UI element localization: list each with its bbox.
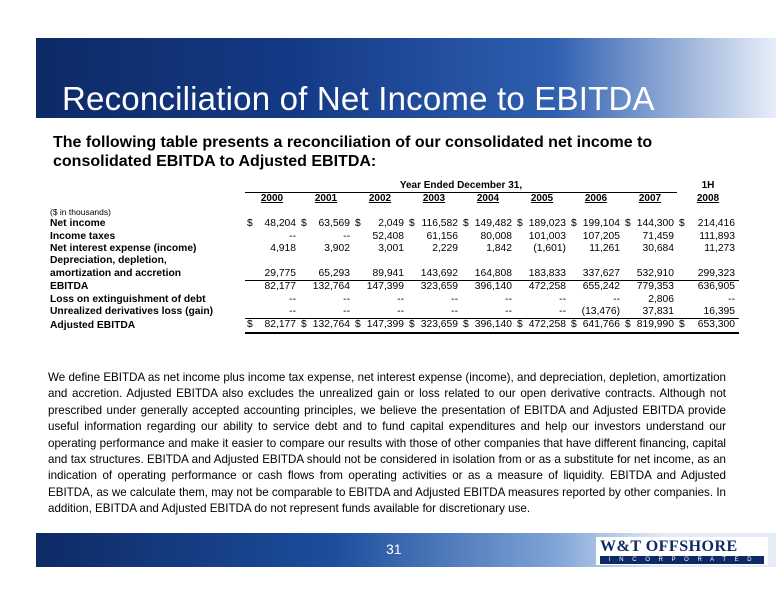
cell-value: --	[397, 293, 404, 305]
page-title: Reconciliation of Net Income to EBITDA	[62, 80, 655, 117]
cell-value: 2,806	[648, 293, 674, 305]
cell-value: 101,003	[528, 230, 566, 242]
table-cell	[299, 306, 353, 319]
table-cell	[299, 281, 353, 294]
currency-symbol: $	[517, 218, 523, 230]
cell-value: 143,692	[420, 267, 458, 279]
column-header: 2005	[530, 193, 554, 205]
cell-value: 52,408	[372, 230, 404, 242]
table-cell	[461, 218, 515, 230]
row-label: Net income	[50, 218, 106, 230]
table-cell	[623, 268, 677, 281]
cell-value: --	[451, 306, 458, 318]
table-cell	[353, 268, 407, 281]
cell-value: 107,205	[582, 230, 620, 242]
cell-value: 2,229	[432, 243, 458, 255]
column-header: 2006	[584, 193, 608, 205]
table-cell	[677, 319, 739, 333]
cell-value: (13,476)	[581, 306, 620, 318]
column-header: 2008	[696, 193, 720, 205]
cell-value: 199,104	[582, 218, 620, 230]
table-cell	[569, 281, 623, 294]
cell-value: --	[559, 306, 566, 318]
currency-symbol: $	[409, 218, 415, 230]
table-cell	[407, 255, 461, 267]
table-cell	[245, 243, 299, 255]
table-cell	[407, 218, 461, 230]
table-cell	[515, 243, 569, 255]
cell-value: --	[559, 293, 566, 305]
cell-value: 3,902	[324, 243, 350, 255]
currency-symbol: $	[517, 319, 523, 331]
table-cell	[623, 294, 677, 306]
cell-value: 472,258	[528, 319, 566, 331]
cell-value: 323,659	[420, 319, 458, 331]
row-label: Net interest expense (income)	[50, 243, 197, 255]
cell-value: --	[289, 293, 296, 305]
cell-value: 144,300	[636, 218, 674, 230]
table-cell	[245, 281, 299, 294]
row-label: Loss on extinguishment of debt	[50, 293, 206, 305]
cell-value: --	[451, 293, 458, 305]
table-cell	[407, 268, 461, 281]
table-cell	[245, 231, 299, 243]
cell-value: 189,023	[528, 218, 566, 230]
cell-value: 1,842	[486, 243, 512, 255]
table-cell	[677, 255, 739, 267]
units-note-row	[50, 206, 739, 218]
cell-value: --	[505, 306, 512, 318]
table-cell	[245, 294, 299, 306]
currency-symbol: $	[463, 319, 469, 331]
units-note: ($ in thousands)	[50, 206, 111, 217]
table-cell	[677, 218, 739, 230]
table-cell	[407, 243, 461, 255]
column-header: 2001	[314, 193, 338, 205]
table-row	[50, 281, 739, 294]
cell-value: 82,177	[264, 319, 296, 331]
currency-symbol: $	[409, 319, 415, 331]
table-cell	[299, 294, 353, 306]
table-cell	[515, 231, 569, 243]
table-cell	[353, 319, 407, 333]
cell-value: 63,569	[318, 218, 350, 230]
table-cell	[299, 268, 353, 281]
table-cell	[461, 294, 515, 306]
half-year-header: 1H	[701, 180, 715, 192]
cell-value: 132,764	[312, 281, 350, 293]
column-header: 2002	[368, 193, 392, 205]
cell-value: 116,582	[421, 218, 458, 230]
company-logo	[596, 537, 768, 565]
table-cell	[245, 268, 299, 281]
cell-value: 214,416	[697, 218, 735, 230]
cell-value: (1,601)	[533, 243, 566, 255]
currency-symbol: $	[247, 319, 253, 331]
table-cell	[353, 255, 407, 267]
table-cell	[299, 255, 353, 267]
cell-value: 641,766	[582, 319, 620, 331]
cell-value: 396,140	[474, 281, 512, 293]
currency-symbol: $	[355, 218, 361, 230]
table-cell	[569, 294, 623, 306]
row-label: amortization and accretion	[50, 268, 182, 280]
table-cell	[623, 306, 677, 319]
cell-value: 323,659	[420, 281, 458, 293]
table-cell	[353, 231, 407, 243]
cell-value: 48,204	[264, 218, 296, 230]
table-cell	[407, 294, 461, 306]
table-cell	[461, 306, 515, 319]
table-cell	[461, 319, 515, 333]
logo-subtitle: I N C O R P O R A T E D	[600, 556, 764, 564]
cell-value: 82,177	[264, 281, 296, 293]
table-cell	[623, 319, 677, 333]
cell-value: 3,001	[378, 243, 404, 255]
table-cell	[407, 281, 461, 294]
table-cell	[299, 218, 353, 230]
table-cell	[245, 218, 299, 230]
cell-value: --	[289, 230, 296, 242]
table-row	[50, 218, 739, 230]
currency-symbol: $	[301, 218, 307, 230]
currency-symbol: $	[571, 319, 577, 331]
currency-symbol: $	[571, 218, 577, 230]
currency-symbol: $	[463, 218, 469, 230]
table-cell	[299, 319, 353, 333]
row-label: EBITDA	[50, 281, 89, 292]
table-cell	[623, 243, 677, 255]
cell-value: 16,395	[703, 306, 735, 318]
table-cell	[299, 231, 353, 243]
cell-value: 11,273	[704, 243, 735, 255]
table-cell	[461, 281, 515, 294]
cell-value: 147,399	[366, 281, 404, 293]
cell-value: 472,258	[528, 281, 566, 293]
cell-value: --	[397, 306, 404, 318]
cell-value: 89,941	[372, 267, 404, 279]
table-cell	[461, 268, 515, 281]
currency-symbol: $	[625, 218, 631, 230]
table-cell	[245, 255, 299, 267]
cell-value: 819,990	[636, 319, 674, 331]
year-ended-header: Year Ended December 31,	[245, 180, 677, 193]
cell-value: --	[505, 293, 512, 305]
table-cell	[569, 319, 623, 333]
table-cell	[515, 218, 569, 230]
table-cell	[677, 306, 739, 319]
page-number: 31	[386, 541, 402, 557]
cell-value: 299,323	[697, 267, 735, 279]
currency-symbol: $	[247, 218, 253, 230]
cell-value: --	[613, 293, 620, 305]
table-cell	[299, 243, 353, 255]
cell-value: --	[343, 293, 350, 305]
table-row	[50, 231, 739, 243]
table-column-header-row	[50, 193, 739, 206]
table-cell	[515, 255, 569, 267]
table-cell	[515, 319, 569, 333]
table-row	[50, 268, 739, 281]
cell-value: 655,242	[582, 281, 620, 293]
cell-value: 4,918	[270, 243, 296, 255]
table-cell	[677, 268, 739, 281]
cell-value: --	[728, 293, 735, 305]
currency-symbol: $	[301, 319, 307, 331]
table-cell	[569, 231, 623, 243]
column-header: 2004	[476, 193, 500, 205]
table-cell	[353, 218, 407, 230]
table-cell	[461, 255, 515, 267]
table-cell	[569, 255, 623, 267]
cell-value: 532,910	[636, 267, 674, 279]
table-cell	[407, 319, 461, 333]
cell-value: 183,833	[528, 267, 566, 279]
cell-value: 147,399	[366, 319, 404, 331]
table-row	[50, 243, 739, 255]
cell-value: 29,775	[264, 267, 296, 279]
cell-value: 11,261	[589, 243, 620, 255]
table-cell	[461, 231, 515, 243]
intro-text: The following table presents a reconciliation of our consolidated net income to consolidated EBITDA to Adjusted EBITDA:	[53, 134, 653, 170]
table-cell	[677, 281, 739, 294]
table-cell	[515, 294, 569, 306]
cell-value: --	[289, 306, 296, 318]
cell-value: 779,353	[636, 281, 674, 293]
cell-value: --	[343, 306, 350, 318]
footer-bar	[36, 533, 776, 567]
table-cell	[245, 319, 299, 333]
cell-value: 653,300	[697, 319, 735, 331]
table-cell	[677, 243, 739, 255]
table-row	[50, 319, 739, 333]
table-cell	[569, 268, 623, 281]
table-cell	[677, 231, 739, 243]
cell-value: 2,049	[378, 218, 404, 230]
table-cell	[569, 218, 623, 230]
table-cell	[515, 281, 569, 294]
cell-value: 80,008	[480, 230, 512, 242]
cell-value: 636,905	[697, 281, 735, 293]
table-cell	[623, 231, 677, 243]
cell-value: --	[343, 230, 350, 242]
table-cell	[353, 294, 407, 306]
cell-value: 149,482	[474, 218, 512, 230]
table-body	[50, 218, 739, 333]
cell-value: 396,140	[474, 319, 512, 331]
table-cell	[353, 306, 407, 319]
table-cell	[569, 306, 623, 319]
title-bar	[36, 38, 776, 118]
cell-value: 337,627	[582, 267, 620, 279]
table-cell	[515, 268, 569, 281]
reconciliation-table	[50, 180, 739, 334]
cell-value: 132,764	[312, 319, 350, 331]
table-cell	[461, 243, 515, 255]
currency-symbol: $	[679, 218, 685, 230]
cell-value: 37,831	[642, 306, 674, 318]
column-header: 2003	[422, 193, 446, 205]
cell-value: 61,156	[426, 230, 458, 242]
cell-value: 164,808	[474, 267, 512, 279]
row-label: Income taxes	[50, 230, 116, 242]
cell-value: 111,893	[699, 230, 735, 242]
table-cell	[245, 306, 299, 319]
ebitda-definition-text: We define EBITDA as net income plus income tax expense, net interest expense (income), and depreciation, depletion, amortization and accretion. Adjusted EBITDA also excludes the unrealized gain or loss related to our open derivative contracts. Although not prescribed under generally accepted accounting principles, we believe the presentation of EBITDA and Adjusted EBITDA provide useful information regarding our ability to service debt and to fund capital expenditures and help our investors understand our operating performance and make it easier to compare our results with those of other companies that have different financing, capital and tax structures. EBITDA and Adjusted EBITDA should not be considered in isolation from or as a substitute for net income, as an indication of operating performance or cash flows from operating activities or as a measure of liquidity. EBITDA and Adjusted EBITDA, as we calculate them, may not be comparable to EBITDA and Adjusted EBITDA measures reported by other companies. In addition, EBITDA and Adjusted EBITDA do not represent funds available for discretionary use.	[48, 371, 726, 516]
cell-value: 65,293	[318, 267, 350, 279]
table-group-header-row	[50, 180, 739, 193]
row-label: Adjusted EBITDA	[50, 319, 136, 331]
row-label: Depreciation, depletion,	[50, 255, 167, 267]
table-cell	[353, 243, 407, 255]
row-label: Unrealized derivatives loss (gain)	[50, 306, 214, 318]
table-cell	[353, 281, 407, 294]
table-cell	[623, 281, 677, 294]
table-row	[50, 306, 739, 319]
table-cell	[407, 231, 461, 243]
table-cell	[407, 306, 461, 319]
cell-value: 71,459	[642, 230, 674, 242]
currency-symbol: $	[625, 319, 631, 331]
logo-name: W&T OFFSHORE	[600, 538, 738, 555]
table-row	[50, 255, 739, 267]
currency-symbol: $	[679, 319, 685, 331]
column-header: 2007	[638, 193, 662, 205]
table-cell	[569, 243, 623, 255]
table-cell	[515, 306, 569, 319]
currency-symbol: $	[355, 319, 361, 331]
table-cell	[623, 218, 677, 230]
table-cell	[623, 255, 677, 267]
column-header: 2000	[260, 193, 284, 205]
table-cell	[677, 294, 739, 306]
cell-value: 30,684	[642, 243, 674, 255]
table-row	[50, 294, 739, 306]
